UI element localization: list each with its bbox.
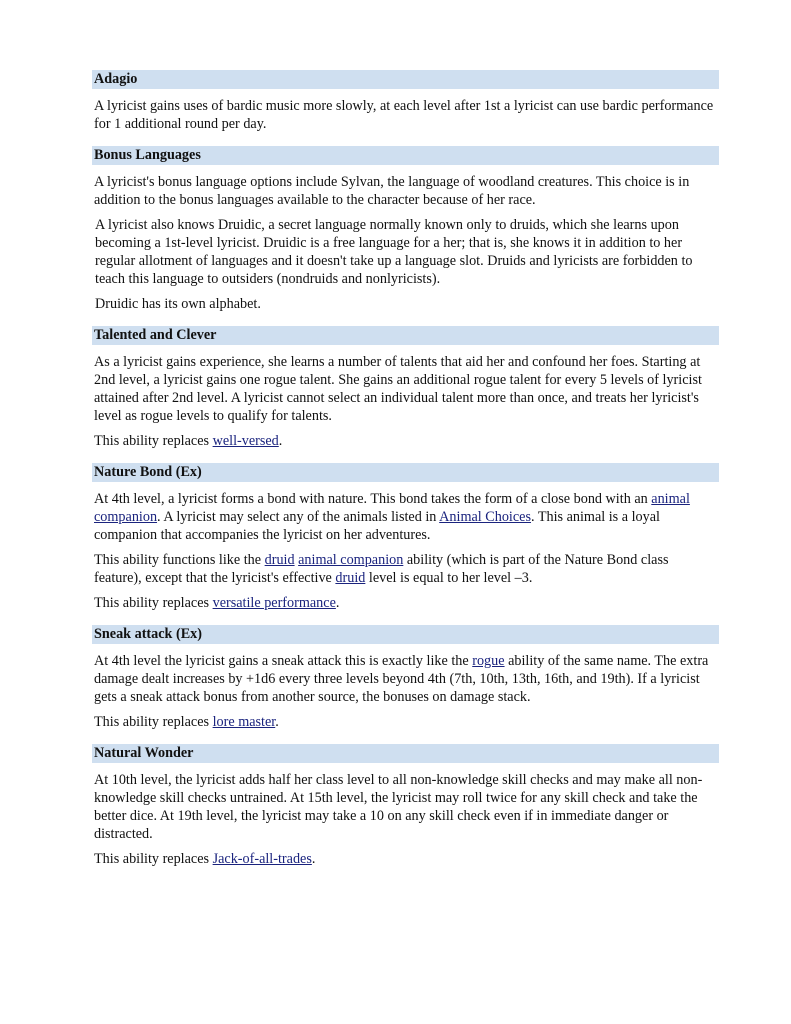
link-jack-of-all-trades[interactable]: Jack-of-all-trades [212,851,312,867]
text-run: . [311,851,316,867]
paragraph [95,295,719,313]
text-run: At 4th level the lyricist gains a sneak attack this is exactly like the [94,653,473,669]
section-adagio [92,70,719,133]
section-heading: Nature Bond (Ex) [92,463,719,482]
paragraph [94,432,719,450]
text-run: A lyricist gains uses of bardic music more slowly, at each level after 1st a lyricist can use bardic performance for 1 additional round per day. [94,98,714,132]
link-rogue[interactable]: rogue [472,653,505,669]
paragraph [94,850,719,868]
section-talented-and-clever [92,326,719,450]
link-druid[interactable]: druid [264,552,295,568]
text-run: At 10th level, the lyricist adds half her class level to all non-knowledge skill checks and may make all non-knowledge skill checks untrained. At 15th level, the lyricist may roll twice for any skill check and take the better dice. At 19th level, the lyricist may take a 10 on any skill check even if in immediate danger or distracted. [94,772,703,842]
section-heading: Talented and Clever [92,326,719,345]
link-well-versed[interactable]: well-versed [212,433,279,449]
paragraph [95,216,719,288]
section-heading: Adagio [92,70,719,89]
link-animal-companion[interactable]: animal companion [94,491,690,525]
link-animal-choices[interactable]: Animal Choices [439,509,531,525]
section-natural-wonder [92,744,719,868]
text-run: . A lyricist may select any of the animals listed in [157,509,440,525]
text-run: . [278,433,283,449]
paragraph [94,652,719,706]
text-run: level is equal to her level –3. [365,570,533,586]
section-heading: Sneak attack (Ex) [92,625,719,644]
text-run: At 4th level, a lyricist forms a bond with nature. This bond takes the form of a close bond with an [94,491,652,507]
section-nature-bond-ex [92,463,719,612]
paragraph [94,97,719,133]
paragraph [94,594,719,612]
text-run: ability (which is part of the Nature Bond class feature), except that the lyricist's effective [94,552,669,586]
text-run: This ability replaces [94,851,213,867]
text-run: This ability replaces [94,714,213,730]
section-heading: Natural Wonder [92,744,719,763]
paragraph [94,490,719,544]
paragraph [94,353,719,425]
text-run: A lyricist's bonus language options include Sylvan, the language of woodland creatures. This choice is in addition to the bonus languages available to the character because of her race. [94,174,690,208]
text-run: . This animal is a loyal companion that accompanies the lyricist on her adventures. [94,509,660,543]
section-bonus-languages [92,146,719,313]
section-sneak-attack-ex [92,625,719,731]
paragraph [94,551,719,587]
text-run: A lyricist also knows Druidic, a secret language normally known only to druids, which she learns upon becoming a 1st-level lyricist. Druidic is a free language for a her; that is, she knows it in addition to her regular allotment of languages and it doesn't take up a language slot. Druids and lyricists are forbidden to teach this language to outsiders (nondruids and nonlyricists). [95,217,693,287]
text-run: . [275,714,279,730]
text-run: ability of the same name. The extra damage dealt increases by +1d6 every three levels beyond 4th (7th, 10th, 13th, 16th, and 19th). If a lyricist gets a sneak attack bonus from another source, the bonuses on damage stack. [94,653,709,705]
document-page [92,70,719,881]
link-animal-companion[interactable]: animal companion [298,552,404,568]
text-run: This ability functions like the [94,552,265,568]
text-run: This ability replaces [94,433,213,449]
paragraph [94,771,719,843]
paragraph [94,173,719,209]
link-lore-master[interactable]: lore master [212,714,276,730]
text-run: . [335,595,340,611]
text-run: Druidic has its own alphabet. [95,296,261,312]
text-run: This ability replaces [94,595,213,611]
link-druid[interactable]: druid [335,570,366,586]
link-versatile-performance[interactable]: versatile performance [212,595,336,611]
text-run: As a lyricist gains experience, she learns a number of talents that aid her and confound her foes. Starting at 2nd level, a lyricist gains one rogue talent. She gains an additional rogue talent for every 5 levels of lyricist attained after 2nd level. A lyricist cannot select an individual talent more than once, and treats her lyricist's level as rogue levels to qualify for talents. [94,354,702,424]
paragraph [94,713,719,731]
section-heading: Bonus Languages [92,146,719,165]
